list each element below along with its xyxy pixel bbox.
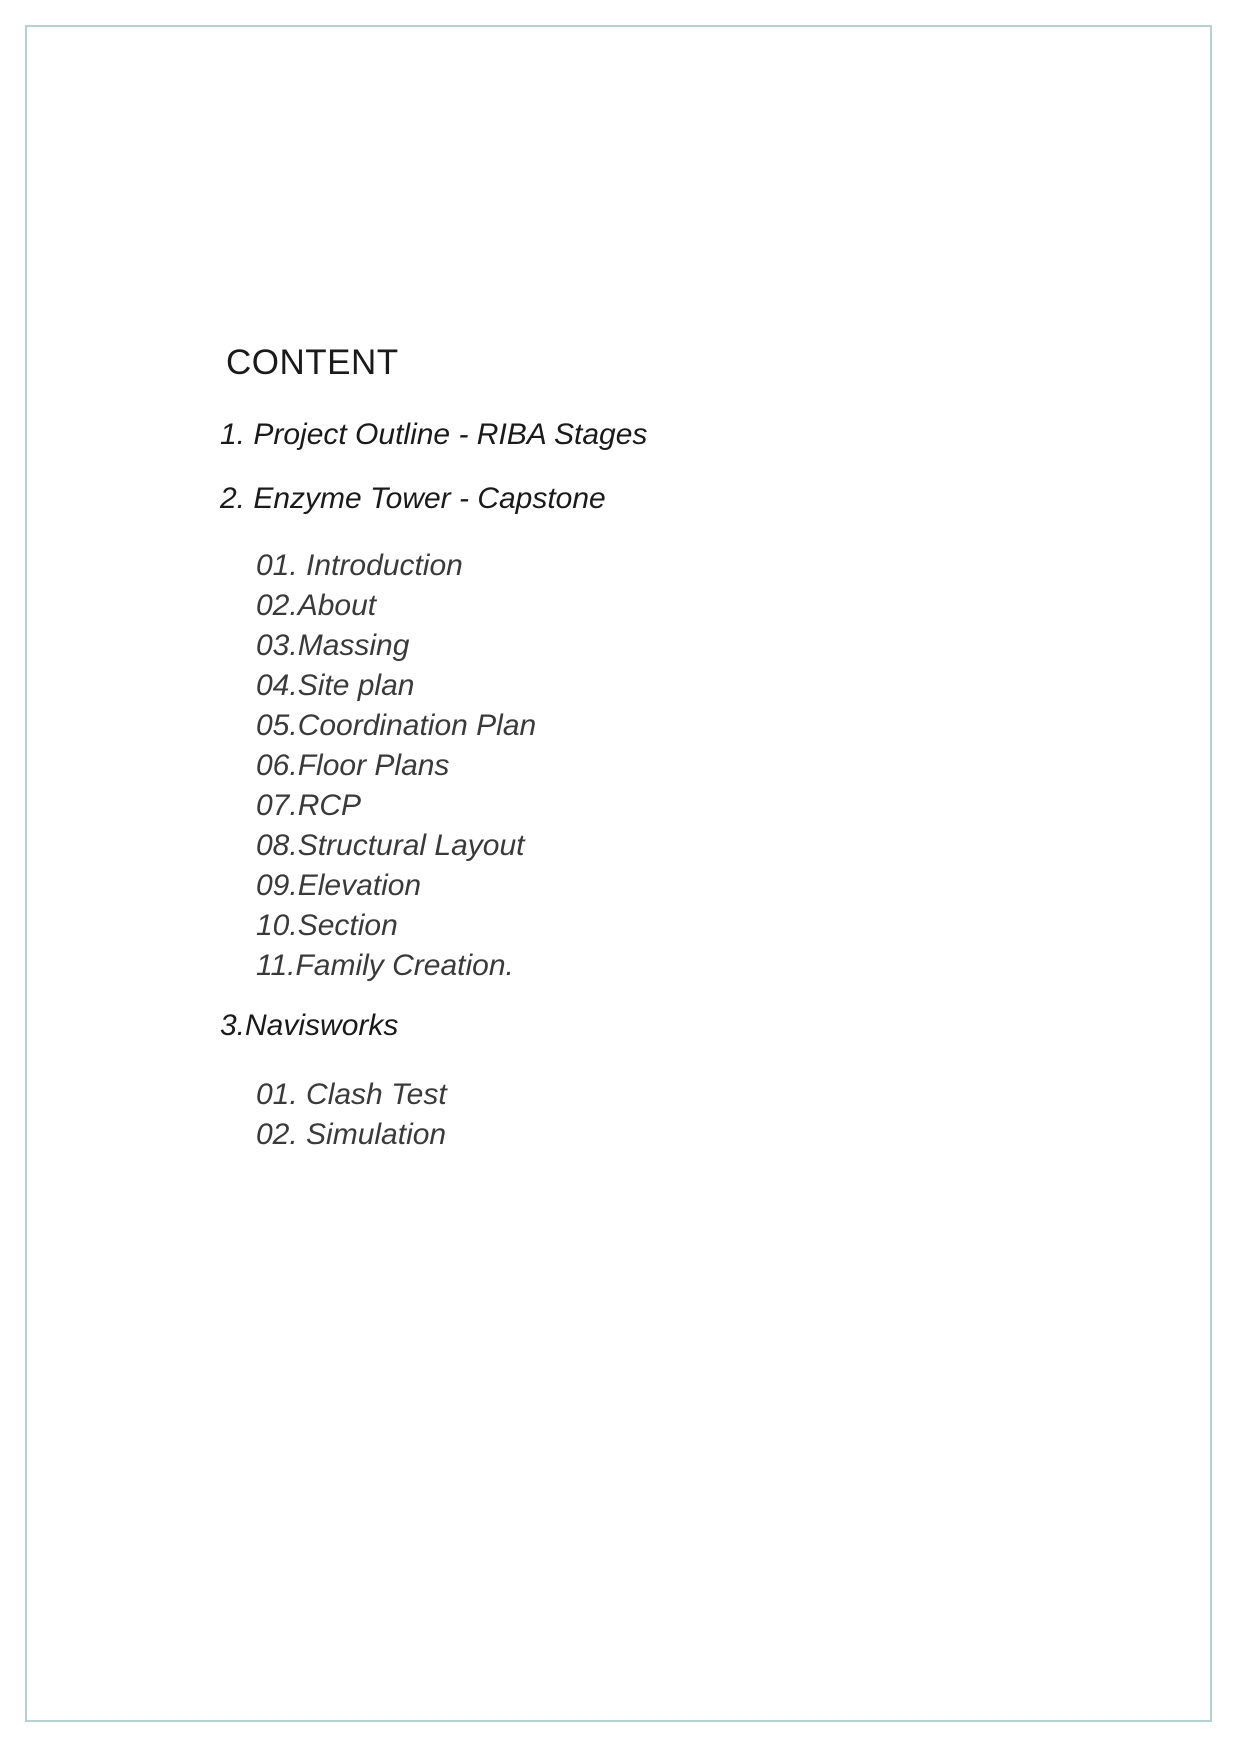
toc-list-item: 06.Floor Plans [256, 749, 450, 782]
toc-list-item: 02.About [256, 589, 377, 622]
toc-list-item: 03.Massing [256, 629, 410, 662]
toc-subsection-list [256, 1075, 447, 1155]
toc-section-heading: 1. Project Outline - RIBA Stages [220, 418, 648, 451]
toc-list-item: 09.Elevation [256, 869, 422, 902]
toc-list-item: 04.Site plan [256, 669, 415, 702]
toc-title: CONTENT [226, 343, 399, 382]
toc-list-item: 05.Coordination Plan [256, 709, 537, 742]
toc-list-item: 10.Section [256, 909, 398, 942]
toc-section-heading: 2. Enzyme Tower - Capstone [220, 482, 606, 515]
toc-subsection-list [256, 546, 536, 986]
toc-list-item: 08.Structural Layout [256, 829, 525, 862]
toc-list-item: 07.RCP [256, 789, 362, 822]
toc-list-item: 11.Family Creation. [256, 949, 514, 982]
toc-list-item: 02. Simulation [256, 1118, 447, 1151]
toc-list-item: 01. Introduction [256, 549, 463, 582]
toc-list-item: 01. Clash Test [256, 1078, 447, 1111]
toc-section-heading: 3.Navisworks [220, 1009, 399, 1042]
